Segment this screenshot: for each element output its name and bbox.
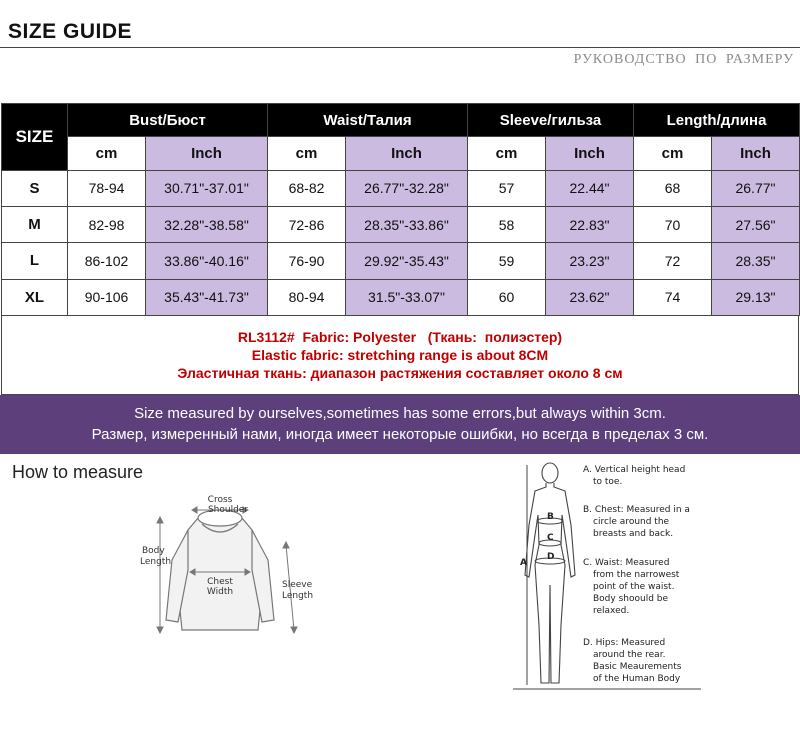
body-length-arrow [157,517,163,633]
table-cell: 23.62" [546,279,634,315]
letter-a: A [520,558,527,568]
table-cell: 72-86 [268,206,346,242]
sleeve-length-label: Sleeve [282,580,313,590]
size-cell: L [2,243,68,279]
table-cell: 31.5"-33.07" [346,279,468,315]
table-cell: 22.83" [546,206,634,242]
table-cell: 68-82 [268,170,346,206]
measurement-notice [0,395,800,454]
unit-header-inch: Inch [546,137,634,170]
unit-header-inch: Inch [146,137,268,170]
garment-measure-diagram [130,490,330,650]
size-cell: S [2,170,68,206]
notice-line: Размер, измеренный нами, иногда имеет некоторые ошибки, но всегда в пределах 3 см. [91,426,709,443]
unit-header-cm: cm [68,137,146,170]
table-cell: 68 [634,170,712,206]
table-row [2,243,800,279]
table-cell: 23.23" [546,243,634,279]
table-cell: 80-94 [268,279,346,315]
waist-header: Waist/Талия [268,104,468,137]
table-cell: 82-98 [68,206,146,242]
size-cell: M [2,206,68,242]
chest-width-label: Width [206,587,234,597]
human-body-illustration [525,463,575,683]
sweater-illustration [166,510,274,630]
table-row [2,206,800,242]
table-row [2,279,800,315]
letter-d: D [547,552,555,562]
fabric-line: Эластичная ткань: диапазон растяжения составляет около 8 см [177,365,623,381]
table-row [2,170,800,206]
cross-shoulder-label: Cross [207,495,233,505]
table-cell: 26.77"-32.28" [346,170,468,206]
table-cell: 86-102 [68,243,146,279]
table-cell: 74 [634,279,712,315]
title-divider [0,47,800,48]
table-cell: 30.71"-37.01" [146,170,268,206]
table-cell: 59 [468,243,546,279]
length-header: Length/длина [634,104,800,137]
sleeve-length-label: Length [282,591,314,601]
table-cell: 72 [634,243,712,279]
note-d: D. Hips: Measured [583,638,666,648]
note-b: circle around the [593,517,670,527]
note-d: of the Human Body [593,674,681,684]
note-a: A. Vertical height head [583,465,686,475]
note-c: point of the waist. [593,582,675,592]
note-d: Basic Meaurements [593,662,682,672]
note-b: B. Chest: Measured in a [583,505,690,515]
table-cell: 90-106 [68,279,146,315]
table-cell: 29.92"-35.43" [346,243,468,279]
body-length-label: Length [140,557,172,567]
fabric-info [1,316,799,395]
fabric-line: Elastic fabric: stretching range is about 8CM [251,347,549,363]
how-to-measure-title: How to measure [12,462,144,482]
letter-b: B [547,512,554,522]
cross-shoulder-label: Shoulder [207,505,249,515]
table-cell: 33.86"-40.16" [146,243,268,279]
size-table [1,103,800,316]
table-cell: 32.28"-38.58" [146,206,268,242]
body-measure-diagram [505,455,705,695]
page-subtitle: РУКОВОДСТВО ПО РАЗМЕРУ [573,52,794,67]
table-cell: 35.43"-41.73" [146,279,268,315]
table-cell: 22.44" [546,170,634,206]
table-cell: 27.56" [712,206,800,242]
chest-width-label: Chest [207,577,233,587]
unit-header-inch: Inch [712,137,800,170]
note-c: C. Waist: Measured [583,558,670,568]
unit-header-cm: cm [268,137,346,170]
table-group-header-row [2,104,800,137]
table-cell: 60 [468,279,546,315]
table-cell: 78-94 [68,170,146,206]
table-cell: 29.13" [712,279,800,315]
size-cell: XL [2,279,68,315]
table-cell: 57 [468,170,546,206]
table-cell: 70 [634,206,712,242]
table-unit-header-row [2,137,800,170]
page-title: SIZE GUIDE [8,20,133,43]
body-length-label: Body [142,546,165,556]
note-b: breasts and back. [593,529,674,539]
table-cell: 26.77" [712,170,800,206]
note-c: relaxed. [593,606,630,616]
unit-header-cm: cm [634,137,712,170]
note-a: to toe. [593,477,623,487]
note-d: around the rear. [593,650,666,660]
size-header: SIZE [2,104,68,171]
sleeve-header: Sleeve/гильза [468,104,634,137]
notice-line: Size measured by ourselves,sometimes has some errors,but always within 3cm. [134,405,666,422]
note-c: Body shoould be [593,594,669,604]
letter-c: C [547,533,554,543]
table-cell: 28.35" [712,243,800,279]
note-c: from the narrowest [593,570,680,580]
unit-header-cm: cm [468,137,546,170]
fabric-line: RL3112# Fabric: Polyester (Ткань: полиэстер) [237,329,563,345]
table-cell: 58 [468,206,546,242]
unit-header-inch: Inch [346,137,468,170]
table-cell: 28.35"-33.86" [346,206,468,242]
bust-header: Bust/Бюст [68,104,268,137]
table-cell: 76-90 [268,243,346,279]
